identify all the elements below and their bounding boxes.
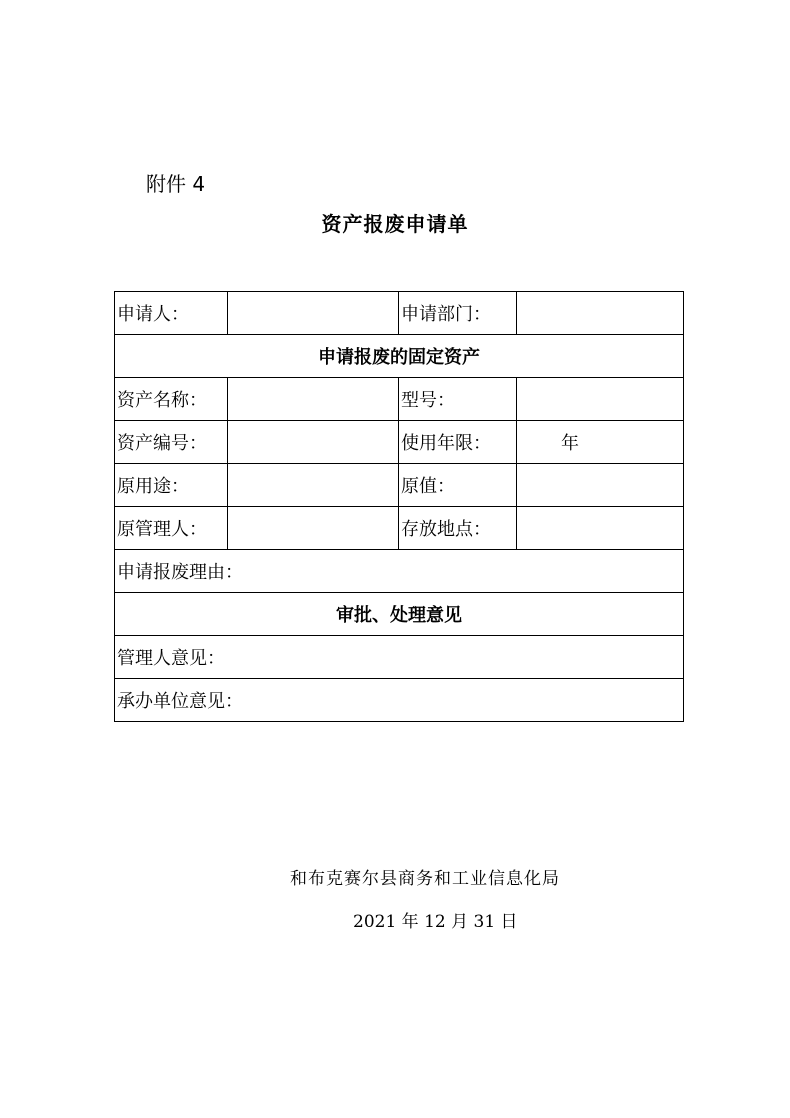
storage-location-label: 存放地点： bbox=[399, 507, 517, 550]
model-field[interactable] bbox=[517, 378, 684, 421]
unit-opinion-row[interactable]: 承办单位意见： bbox=[115, 679, 684, 722]
table-row bbox=[115, 636, 684, 679]
department-field[interactable] bbox=[517, 292, 684, 335]
applicant-label: 申请人： bbox=[115, 292, 228, 335]
department-label: 申请部门： bbox=[399, 292, 517, 335]
original-manager-label: 原管理人： bbox=[115, 507, 228, 550]
storage-location-field[interactable] bbox=[517, 507, 684, 550]
section-header-assets: 申请报废的固定资产 bbox=[115, 335, 684, 378]
applicant-field[interactable] bbox=[228, 292, 399, 335]
asset-scrap-form bbox=[114, 291, 684, 722]
table-row bbox=[115, 464, 684, 507]
asset-number-field[interactable] bbox=[228, 421, 399, 464]
original-use-field[interactable] bbox=[228, 464, 399, 507]
reason-row[interactable]: 申请报废理由： bbox=[115, 550, 684, 593]
asset-number-label: 资产编号： bbox=[115, 421, 228, 464]
manager-opinion-row[interactable]: 管理人意见： bbox=[115, 636, 684, 679]
table-row bbox=[115, 593, 684, 636]
table-row bbox=[115, 421, 684, 464]
model-label: 型号： bbox=[399, 378, 517, 421]
original-value-field[interactable] bbox=[517, 464, 684, 507]
service-life-label: 使用年限： bbox=[399, 421, 517, 464]
table-row bbox=[115, 378, 684, 421]
table-row bbox=[115, 335, 684, 378]
original-manager-field[interactable] bbox=[228, 507, 399, 550]
attachment-label: 附件 4 bbox=[146, 172, 206, 196]
table-row bbox=[115, 679, 684, 722]
asset-name-field[interactable] bbox=[228, 378, 399, 421]
table-row bbox=[115, 292, 684, 335]
table-row bbox=[115, 550, 684, 593]
issue-date: 2021 年 12 月 31 日 bbox=[353, 912, 518, 932]
page-title: 资产报废申请单 bbox=[321, 212, 469, 236]
table-row bbox=[115, 507, 684, 550]
asset-name-label: 资产名称： bbox=[115, 378, 228, 421]
issuing-organization: 和布克赛尔县商务和工业信息化局 bbox=[290, 869, 560, 889]
section-header-approval: 审批、处理意见 bbox=[115, 593, 684, 636]
service-life-field[interactable] bbox=[517, 421, 684, 464]
original-use-label: 原用途： bbox=[115, 464, 228, 507]
service-life-unit: 年 bbox=[561, 433, 579, 454]
original-value-label: 原值： bbox=[399, 464, 517, 507]
